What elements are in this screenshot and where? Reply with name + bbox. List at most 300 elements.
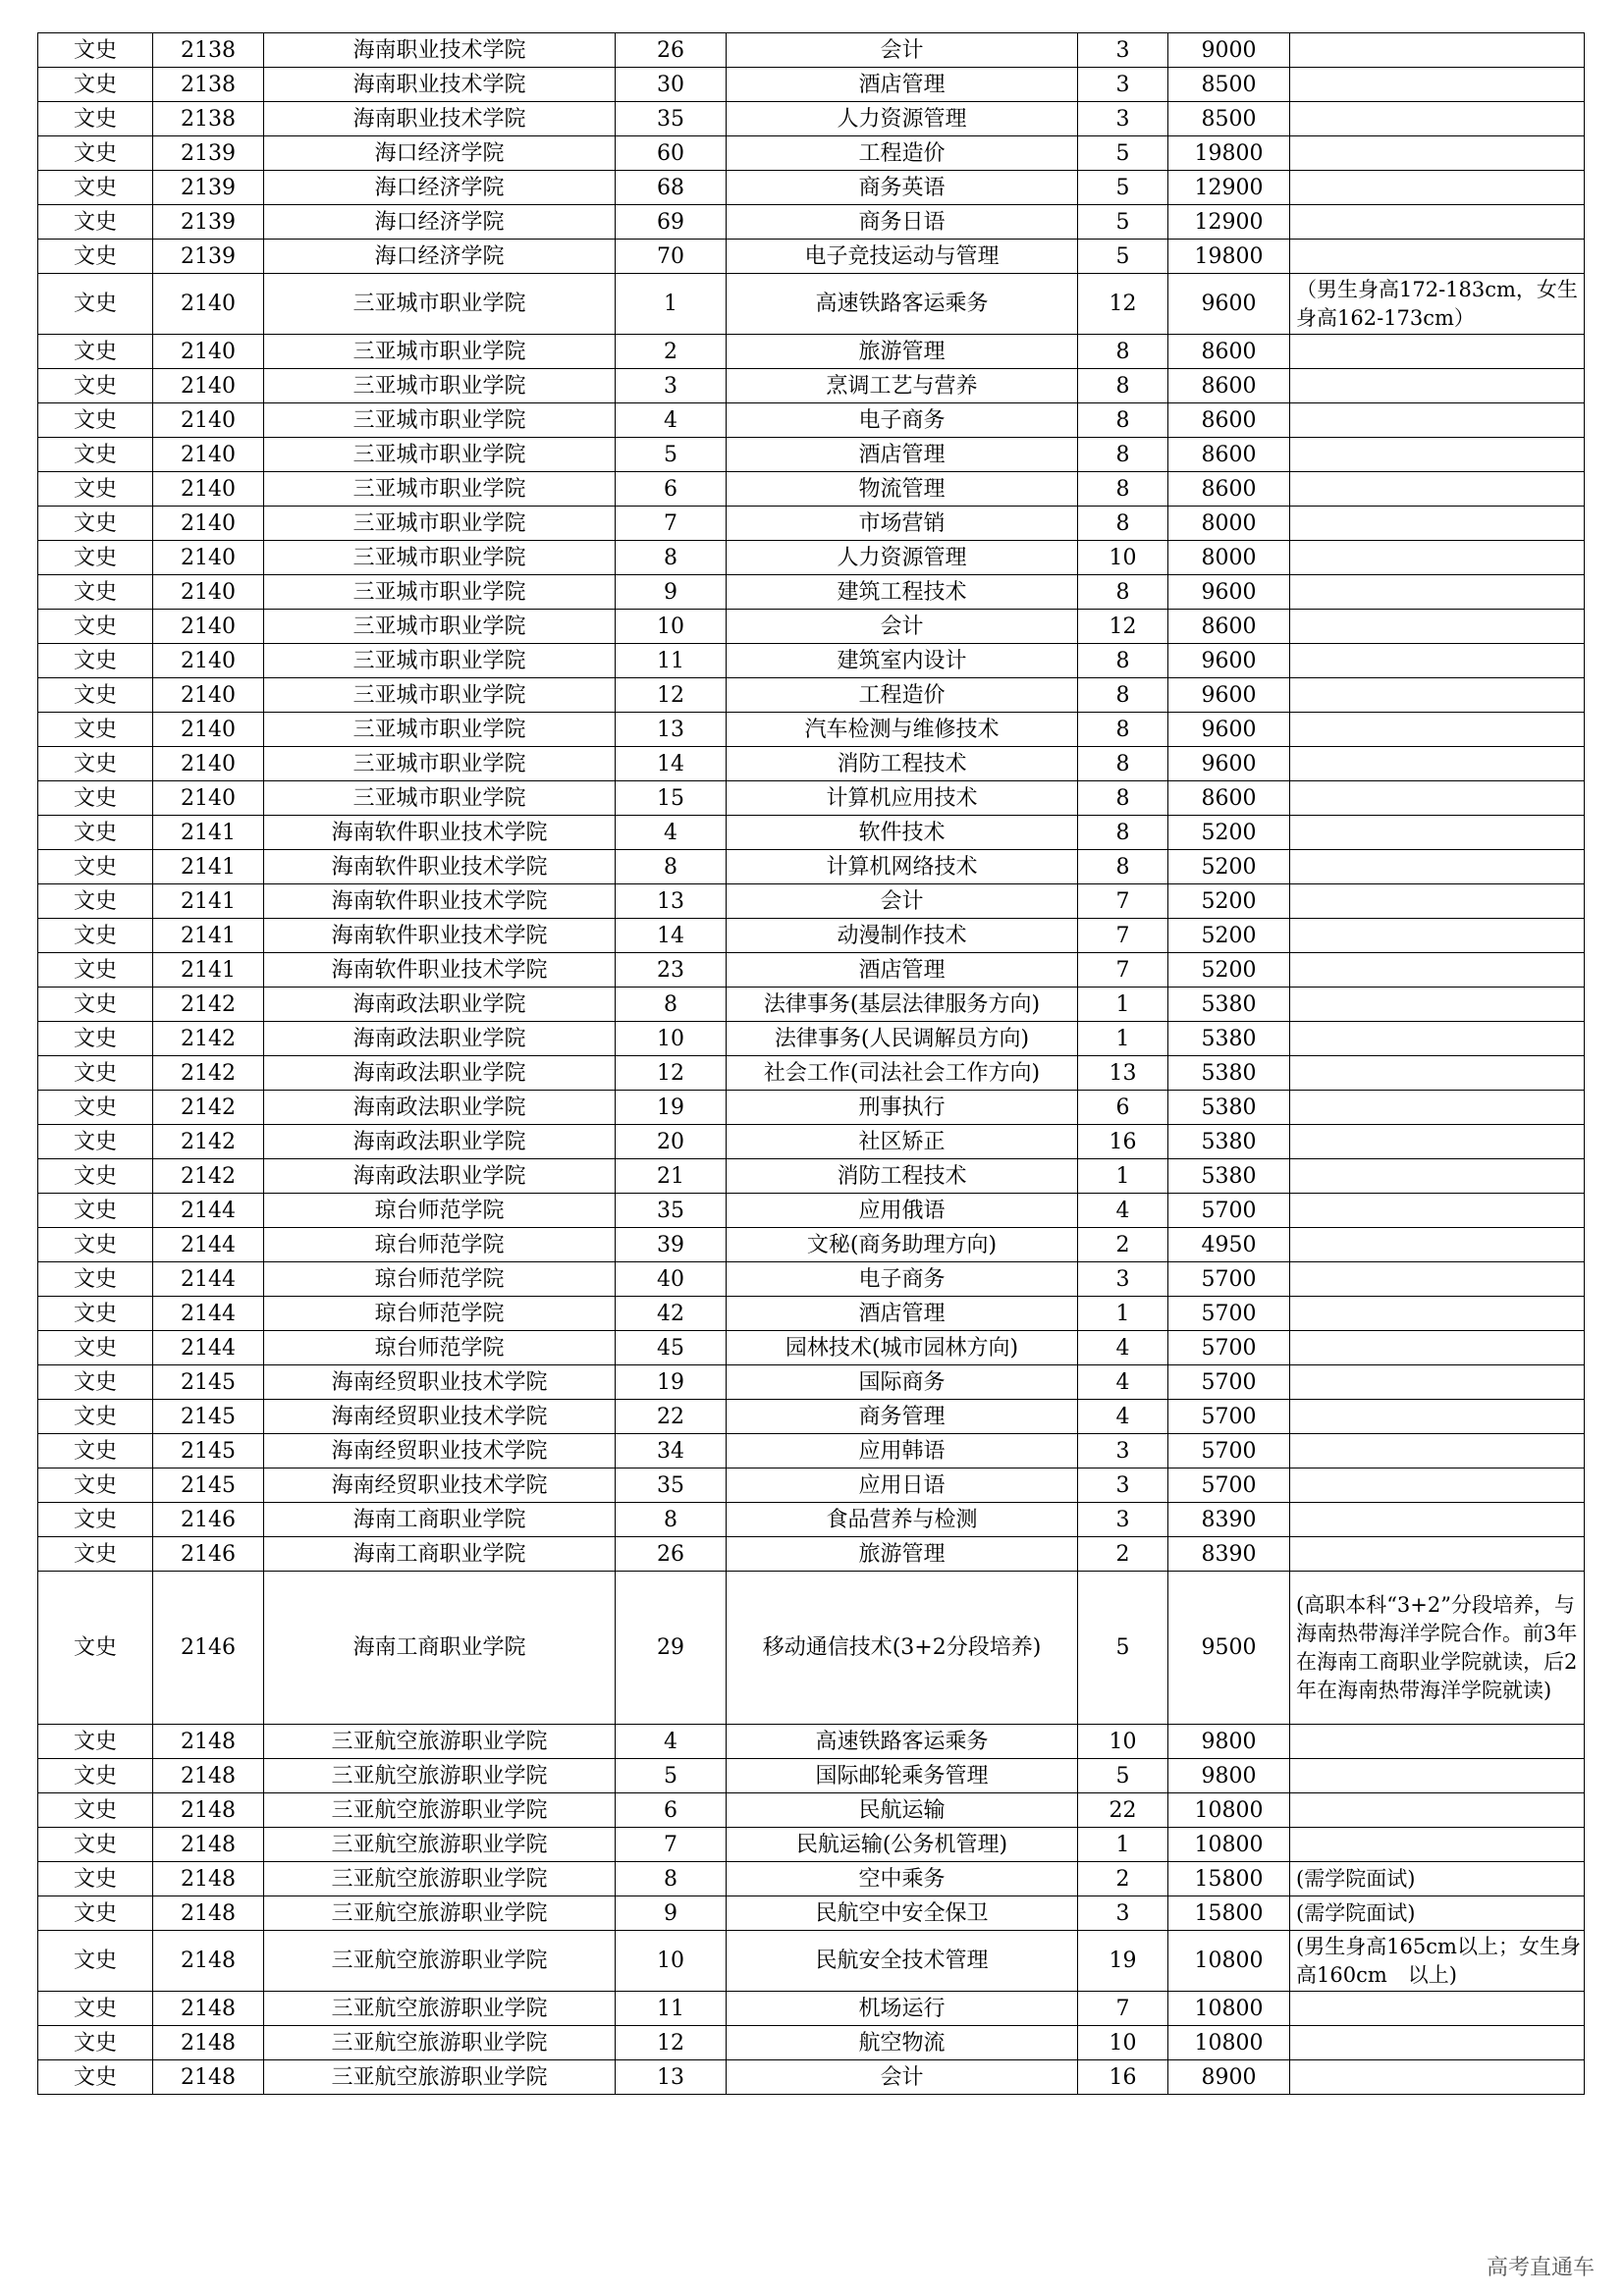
note-cell xyxy=(1290,1331,1585,1365)
tuition-cell: 8600 xyxy=(1168,369,1290,403)
table-row xyxy=(38,1400,1585,1434)
category-cell: 文史 xyxy=(38,171,153,205)
major-code-cell: 11 xyxy=(616,1992,727,2026)
major-code-cell: 1 xyxy=(616,274,727,335)
plan-count-cell: 10 xyxy=(1078,2026,1168,2060)
tuition-cell: 8600 xyxy=(1168,438,1290,472)
note-cell xyxy=(1290,816,1585,850)
note-cell: （男生身高172-183cm，女生身高162-173cm） xyxy=(1290,274,1585,335)
plan-count-cell: 13 xyxy=(1078,1056,1168,1091)
school-code-cell: 2142 xyxy=(153,1125,264,1159)
tuition-cell: 9800 xyxy=(1168,1725,1290,1759)
school-code-cell: 2146 xyxy=(153,1572,264,1725)
school-code-cell: 2138 xyxy=(153,68,264,102)
plan-count-cell: 5 xyxy=(1078,205,1168,240)
plan-count-cell: 7 xyxy=(1078,1992,1168,2026)
table-row xyxy=(38,953,1585,988)
major-code-cell: 6 xyxy=(616,472,727,507)
major-code-cell: 14 xyxy=(616,919,727,953)
plan-count-cell: 3 xyxy=(1078,33,1168,68)
tuition-cell: 5200 xyxy=(1168,919,1290,953)
major-name-cell: 电子竞技运动与管理 xyxy=(727,240,1078,274)
major-code-cell: 29 xyxy=(616,1572,727,1725)
tuition-cell: 5700 xyxy=(1168,1331,1290,1365)
major-code-cell: 68 xyxy=(616,171,727,205)
major-code-cell: 8 xyxy=(616,1862,727,1896)
major-code-cell: 13 xyxy=(616,713,727,747)
school-name-cell: 海南软件职业技术学院 xyxy=(264,816,616,850)
category-cell: 文史 xyxy=(38,1091,153,1125)
category-cell: 文史 xyxy=(38,610,153,644)
category-cell: 文史 xyxy=(38,1896,153,1931)
major-name-cell: 应用韩语 xyxy=(727,1434,1078,1468)
plan-count-cell: 22 xyxy=(1078,1793,1168,1828)
tuition-cell: 15800 xyxy=(1168,1862,1290,1896)
tuition-cell: 8500 xyxy=(1168,68,1290,102)
plan-count-cell: 8 xyxy=(1078,472,1168,507)
category-cell: 文史 xyxy=(38,1793,153,1828)
plan-count-cell: 3 xyxy=(1078,1434,1168,1468)
plan-count-cell: 6 xyxy=(1078,1091,1168,1125)
school-name-cell: 三亚航空旅游职业学院 xyxy=(264,1992,616,2026)
school-name-cell: 海南工商职业学院 xyxy=(264,1537,616,1572)
plan-count-cell: 8 xyxy=(1078,369,1168,403)
table-row xyxy=(38,2060,1585,2095)
major-code-cell: 19 xyxy=(616,1091,727,1125)
school-name-cell: 海南经贸职业技术学院 xyxy=(264,1468,616,1503)
note-cell xyxy=(1290,1400,1585,1434)
major-name-cell: 烹调工艺与营养 xyxy=(727,369,1078,403)
note-cell xyxy=(1290,541,1585,575)
major-name-cell: 会计 xyxy=(727,2060,1078,2095)
note-cell xyxy=(1290,1056,1585,1091)
school-name-cell: 三亚城市职业学院 xyxy=(264,747,616,781)
school-name-cell: 海南工商职业学院 xyxy=(264,1503,616,1537)
school-code-cell: 2145 xyxy=(153,1434,264,1468)
school-name-cell: 三亚航空旅游职业学院 xyxy=(264,2060,616,2095)
school-name-cell: 琼台师范学院 xyxy=(264,1331,616,1365)
major-name-cell: 工程造价 xyxy=(727,678,1078,713)
school-name-cell: 海南职业技术学院 xyxy=(264,33,616,68)
major-name-cell: 刑事执行 xyxy=(727,1091,1078,1125)
major-code-cell: 7 xyxy=(616,1828,727,1862)
school-code-cell: 2145 xyxy=(153,1468,264,1503)
major-name-cell: 移动通信技术(3+2分段培养) xyxy=(727,1572,1078,1725)
plan-count-cell: 4 xyxy=(1078,1331,1168,1365)
school-code-cell: 2148 xyxy=(153,2026,264,2060)
plan-count-cell: 8 xyxy=(1078,678,1168,713)
school-code-cell: 2140 xyxy=(153,438,264,472)
plan-count-cell: 10 xyxy=(1078,1725,1168,1759)
school-code-cell: 2140 xyxy=(153,747,264,781)
note-cell xyxy=(1290,33,1585,68)
table-row xyxy=(38,1091,1585,1125)
school-code-cell: 2140 xyxy=(153,472,264,507)
note-cell xyxy=(1290,1503,1585,1537)
major-code-cell: 39 xyxy=(616,1228,727,1262)
school-code-cell: 2140 xyxy=(153,274,264,335)
major-code-cell: 8 xyxy=(616,988,727,1022)
table-row xyxy=(38,507,1585,541)
plan-count-cell: 8 xyxy=(1078,575,1168,610)
school-name-cell: 三亚航空旅游职业学院 xyxy=(264,1896,616,1931)
plan-count-cell: 1 xyxy=(1078,1297,1168,1331)
category-cell: 文史 xyxy=(38,1056,153,1091)
school-name-cell: 海南软件职业技术学院 xyxy=(264,953,616,988)
school-code-cell: 2145 xyxy=(153,1400,264,1434)
tuition-cell: 8600 xyxy=(1168,610,1290,644)
major-code-cell: 69 xyxy=(616,205,727,240)
major-name-cell: 应用俄语 xyxy=(727,1194,1078,1228)
tuition-cell: 10800 xyxy=(1168,1931,1290,1992)
school-code-cell: 2146 xyxy=(153,1503,264,1537)
category-cell: 文史 xyxy=(38,1331,153,1365)
table-row xyxy=(38,781,1585,816)
plan-count-cell: 4 xyxy=(1078,1400,1168,1434)
major-name-cell: 民航运输(公务机管理) xyxy=(727,1828,1078,1862)
category-cell: 文史 xyxy=(38,369,153,403)
major-name-cell: 商务英语 xyxy=(727,171,1078,205)
category-cell: 文史 xyxy=(38,472,153,507)
plan-count-cell: 1 xyxy=(1078,1828,1168,1862)
major-name-cell: 会计 xyxy=(727,33,1078,68)
school-code-cell: 2148 xyxy=(153,1896,264,1931)
note-cell xyxy=(1290,335,1585,369)
school-name-cell: 三亚城市职业学院 xyxy=(264,274,616,335)
school-code-cell: 2148 xyxy=(153,1862,264,1896)
category-cell: 文史 xyxy=(38,1828,153,1862)
tuition-cell: 8390 xyxy=(1168,1503,1290,1537)
major-name-cell: 消防工程技术 xyxy=(727,1159,1078,1194)
table-row xyxy=(38,2026,1585,2060)
school-name-cell: 海口经济学院 xyxy=(264,136,616,171)
school-code-cell: 2144 xyxy=(153,1228,264,1262)
category-cell: 文史 xyxy=(38,1228,153,1262)
table-row xyxy=(38,678,1585,713)
table-row xyxy=(38,919,1585,953)
major-code-cell: 26 xyxy=(616,1537,727,1572)
tuition-cell: 9800 xyxy=(1168,1759,1290,1793)
tuition-cell: 5380 xyxy=(1168,988,1290,1022)
school-code-cell: 2142 xyxy=(153,1022,264,1056)
note-cell xyxy=(1290,205,1585,240)
school-name-cell: 海口经济学院 xyxy=(264,240,616,274)
school-name-cell: 海南政法职业学院 xyxy=(264,988,616,1022)
major-name-cell: 社会工作(司法社会工作方向) xyxy=(727,1056,1078,1091)
major-name-cell: 酒店管理 xyxy=(727,438,1078,472)
table-row xyxy=(38,1468,1585,1503)
major-code-cell: 70 xyxy=(616,240,727,274)
note-cell xyxy=(1290,240,1585,274)
note-cell xyxy=(1290,1759,1585,1793)
tuition-cell: 8600 xyxy=(1168,335,1290,369)
school-name-cell: 海南政法职业学院 xyxy=(264,1091,616,1125)
major-code-cell: 12 xyxy=(616,2026,727,2060)
major-code-cell: 45 xyxy=(616,1331,727,1365)
major-name-cell: 酒店管理 xyxy=(727,953,1078,988)
school-code-cell: 2141 xyxy=(153,953,264,988)
note-cell xyxy=(1290,2026,1585,2060)
school-name-cell: 海南软件职业技术学院 xyxy=(264,850,616,884)
tuition-cell: 8390 xyxy=(1168,1537,1290,1572)
major-name-cell: 社区矫正 xyxy=(727,1125,1078,1159)
plan-count-cell: 19 xyxy=(1078,1931,1168,1992)
table-row xyxy=(38,1262,1585,1297)
major-code-cell: 21 xyxy=(616,1159,727,1194)
major-code-cell: 8 xyxy=(616,850,727,884)
table-row xyxy=(38,988,1585,1022)
major-name-cell: 电子商务 xyxy=(727,1262,1078,1297)
tuition-cell: 10800 xyxy=(1168,2026,1290,2060)
major-name-cell: 酒店管理 xyxy=(727,1297,1078,1331)
plan-count-cell: 7 xyxy=(1078,919,1168,953)
category-cell: 文史 xyxy=(38,274,153,335)
table-row xyxy=(38,884,1585,919)
table-row xyxy=(38,1896,1585,1931)
school-code-cell: 2142 xyxy=(153,1091,264,1125)
major-name-cell: 计算机网络技术 xyxy=(727,850,1078,884)
category-cell: 文史 xyxy=(38,2060,153,2095)
major-name-cell: 商务日语 xyxy=(727,205,1078,240)
school-code-cell: 2141 xyxy=(153,816,264,850)
table-row xyxy=(38,274,1585,335)
school-code-cell: 2140 xyxy=(153,575,264,610)
note-cell xyxy=(1290,850,1585,884)
school-name-cell: 三亚城市职业学院 xyxy=(264,369,616,403)
tuition-cell: 12900 xyxy=(1168,205,1290,240)
plan-count-cell: 1 xyxy=(1078,1022,1168,1056)
tuition-cell: 19800 xyxy=(1168,240,1290,274)
major-code-cell: 4 xyxy=(616,816,727,850)
table-row xyxy=(38,1022,1585,1056)
school-code-cell: 2148 xyxy=(153,1725,264,1759)
table-row xyxy=(38,171,1585,205)
plan-count-cell: 8 xyxy=(1078,850,1168,884)
school-code-cell: 2148 xyxy=(153,1931,264,1992)
plan-count-cell: 12 xyxy=(1078,274,1168,335)
tuition-cell: 9600 xyxy=(1168,274,1290,335)
table-row xyxy=(38,1992,1585,2026)
plan-count-cell: 8 xyxy=(1078,644,1168,678)
major-name-cell: 消防工程技术 xyxy=(727,747,1078,781)
tuition-cell: 8900 xyxy=(1168,2060,1290,2095)
category-cell: 文史 xyxy=(38,1572,153,1725)
note-cell: (需学院面试) xyxy=(1290,1862,1585,1896)
plan-count-cell: 8 xyxy=(1078,747,1168,781)
school-code-cell: 2140 xyxy=(153,713,264,747)
school-name-cell: 三亚城市职业学院 xyxy=(264,507,616,541)
major-name-cell: 民航运输 xyxy=(727,1793,1078,1828)
note-cell xyxy=(1290,1992,1585,2026)
plan-count-cell: 3 xyxy=(1078,102,1168,136)
tuition-cell: 8000 xyxy=(1168,507,1290,541)
major-code-cell: 26 xyxy=(616,33,727,68)
note-cell xyxy=(1290,507,1585,541)
note-cell xyxy=(1290,403,1585,438)
tuition-cell: 5380 xyxy=(1168,1159,1290,1194)
note-cell xyxy=(1290,953,1585,988)
plan-count-cell: 7 xyxy=(1078,953,1168,988)
school-name-cell: 海南经贸职业技术学院 xyxy=(264,1434,616,1468)
school-code-cell: 2148 xyxy=(153,2060,264,2095)
table-row xyxy=(38,1194,1585,1228)
table-row xyxy=(38,335,1585,369)
plan-count-cell: 1 xyxy=(1078,1159,1168,1194)
school-name-cell: 海南经贸职业技术学院 xyxy=(264,1400,616,1434)
school-code-cell: 2144 xyxy=(153,1194,264,1228)
table-row xyxy=(38,1931,1585,1992)
table-row xyxy=(38,136,1585,171)
category-cell: 文史 xyxy=(38,644,153,678)
tuition-cell: 5200 xyxy=(1168,850,1290,884)
table-row xyxy=(38,575,1585,610)
category-cell: 文史 xyxy=(38,988,153,1022)
note-cell xyxy=(1290,747,1585,781)
tuition-cell: 10800 xyxy=(1168,1992,1290,2026)
plan-count-cell: 8 xyxy=(1078,816,1168,850)
note-cell xyxy=(1290,713,1585,747)
school-name-cell: 三亚航空旅游职业学院 xyxy=(264,1759,616,1793)
major-code-cell: 9 xyxy=(616,1896,727,1931)
major-code-cell: 12 xyxy=(616,1056,727,1091)
watermark-text: 高考直通车 xyxy=(1486,2256,1595,2280)
table-row xyxy=(38,1365,1585,1400)
major-name-cell: 会计 xyxy=(727,884,1078,919)
category-cell: 文史 xyxy=(38,403,153,438)
note-cell xyxy=(1290,1725,1585,1759)
school-code-cell: 2141 xyxy=(153,850,264,884)
note-cell xyxy=(1290,781,1585,816)
major-name-cell: 旅游管理 xyxy=(727,1537,1078,1572)
school-name-cell: 海南职业技术学院 xyxy=(264,102,616,136)
category-cell: 文史 xyxy=(38,1503,153,1537)
category-cell: 文史 xyxy=(38,205,153,240)
table-row xyxy=(38,1793,1585,1828)
note-cell xyxy=(1290,369,1585,403)
tuition-cell: 5700 xyxy=(1168,1468,1290,1503)
school-name-cell: 海南政法职业学院 xyxy=(264,1056,616,1091)
tuition-cell: 5380 xyxy=(1168,1056,1290,1091)
school-code-cell: 2140 xyxy=(153,678,264,713)
school-name-cell: 三亚航空旅游职业学院 xyxy=(264,1828,616,1862)
note-cell xyxy=(1290,68,1585,102)
table-row xyxy=(38,1331,1585,1365)
tuition-cell: 10800 xyxy=(1168,1793,1290,1828)
major-name-cell: 动漫制作技术 xyxy=(727,919,1078,953)
note-cell xyxy=(1290,102,1585,136)
tuition-cell: 5380 xyxy=(1168,1091,1290,1125)
table-row xyxy=(38,1297,1585,1331)
tuition-cell: 8600 xyxy=(1168,472,1290,507)
category-cell: 文史 xyxy=(38,68,153,102)
tuition-cell: 8600 xyxy=(1168,781,1290,816)
category-cell: 文史 xyxy=(38,1725,153,1759)
category-cell: 文史 xyxy=(38,507,153,541)
major-name-cell: 文秘(商务助理方向) xyxy=(727,1228,1078,1262)
table-row xyxy=(38,205,1585,240)
major-code-cell: 5 xyxy=(616,1759,727,1793)
school-code-cell: 2140 xyxy=(153,507,264,541)
table-row xyxy=(38,369,1585,403)
school-code-cell: 2144 xyxy=(153,1262,264,1297)
table-row xyxy=(38,403,1585,438)
note-cell xyxy=(1290,1262,1585,1297)
note-cell xyxy=(1290,884,1585,919)
note-cell xyxy=(1290,438,1585,472)
plan-count-cell: 2 xyxy=(1078,1228,1168,1262)
plan-count-cell: 7 xyxy=(1078,884,1168,919)
category-cell: 文史 xyxy=(38,1537,153,1572)
table-row xyxy=(38,850,1585,884)
plan-count-cell: 3 xyxy=(1078,68,1168,102)
table-row xyxy=(38,1828,1585,1862)
major-name-cell: 航空物流 xyxy=(727,2026,1078,2060)
plan-count-cell: 2 xyxy=(1078,1862,1168,1896)
plan-count-cell: 8 xyxy=(1078,403,1168,438)
school-name-cell: 琼台师范学院 xyxy=(264,1228,616,1262)
school-code-cell: 2138 xyxy=(153,33,264,68)
plan-count-cell: 4 xyxy=(1078,1194,1168,1228)
note-cell xyxy=(1290,136,1585,171)
major-code-cell: 5 xyxy=(616,438,727,472)
major-name-cell: 法律事务(基层法律服务方向) xyxy=(727,988,1078,1022)
major-code-cell: 10 xyxy=(616,610,727,644)
note-cell xyxy=(1290,919,1585,953)
category-cell: 文史 xyxy=(38,1365,153,1400)
school-name-cell: 琼台师范学院 xyxy=(264,1297,616,1331)
tuition-cell: 9600 xyxy=(1168,747,1290,781)
school-name-cell: 三亚航空旅游职业学院 xyxy=(264,1725,616,1759)
note-cell xyxy=(1290,1365,1585,1400)
tuition-cell: 5700 xyxy=(1168,1434,1290,1468)
major-name-cell: 计算机应用技术 xyxy=(727,781,1078,816)
table-row xyxy=(38,1503,1585,1537)
category-cell: 文史 xyxy=(38,2026,153,2060)
school-name-cell: 三亚城市职业学院 xyxy=(264,678,616,713)
table-row xyxy=(38,541,1585,575)
major-name-cell: 工程造价 xyxy=(727,136,1078,171)
tuition-cell: 5700 xyxy=(1168,1400,1290,1434)
school-name-cell: 三亚城市职业学院 xyxy=(264,403,616,438)
major-name-cell: 酒店管理 xyxy=(727,68,1078,102)
school-name-cell: 海南政法职业学院 xyxy=(264,1125,616,1159)
note-cell: (需学院面试) xyxy=(1290,1896,1585,1931)
major-code-cell: 35 xyxy=(616,1194,727,1228)
category-cell: 文史 xyxy=(38,541,153,575)
plan-count-cell: 4 xyxy=(1078,1365,1168,1400)
major-code-cell: 7 xyxy=(616,507,727,541)
tuition-cell: 9600 xyxy=(1168,575,1290,610)
school-name-cell: 三亚城市职业学院 xyxy=(264,541,616,575)
note-cell xyxy=(1290,644,1585,678)
major-name-cell: 应用日语 xyxy=(727,1468,1078,1503)
school-name-cell: 三亚航空旅游职业学院 xyxy=(264,1931,616,1992)
table-row xyxy=(38,610,1585,644)
major-name-cell: 民航安全技术管理 xyxy=(727,1931,1078,1992)
school-name-cell: 三亚城市职业学院 xyxy=(264,335,616,369)
table-row xyxy=(38,438,1585,472)
table-row xyxy=(38,1056,1585,1091)
school-code-cell: 2140 xyxy=(153,335,264,369)
tuition-cell: 9600 xyxy=(1168,644,1290,678)
tuition-cell: 8000 xyxy=(1168,541,1290,575)
school-name-cell: 三亚城市职业学院 xyxy=(264,575,616,610)
major-name-cell: 软件技术 xyxy=(727,816,1078,850)
school-code-cell: 2140 xyxy=(153,781,264,816)
major-code-cell: 4 xyxy=(616,403,727,438)
tuition-cell: 4950 xyxy=(1168,1228,1290,1262)
major-code-cell: 4 xyxy=(616,1725,727,1759)
